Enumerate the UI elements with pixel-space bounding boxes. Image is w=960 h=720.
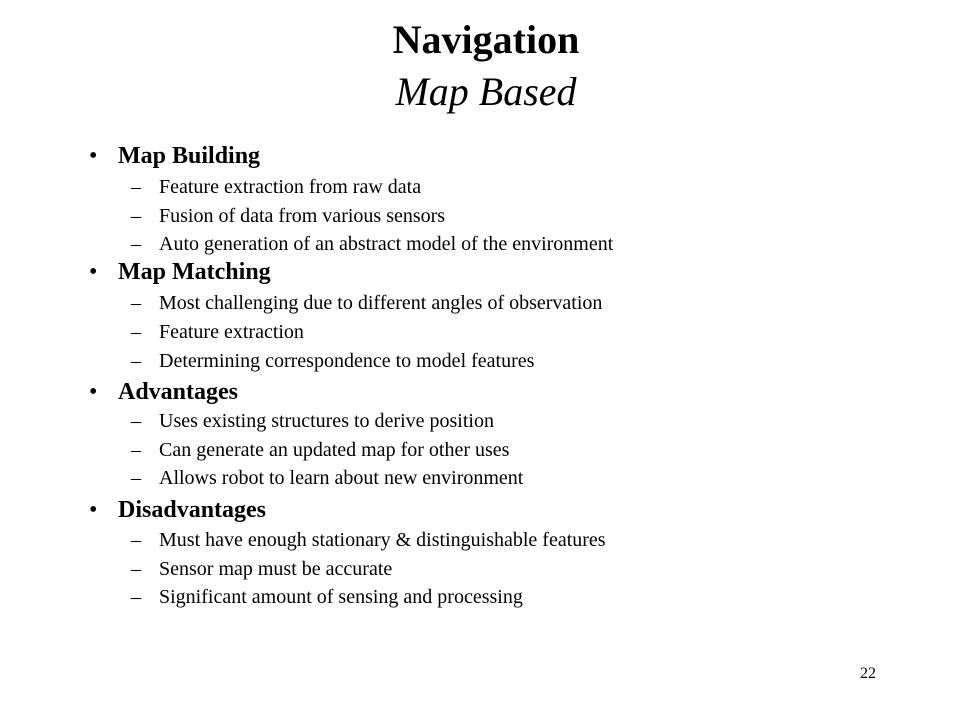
dash-icon: – [131, 176, 141, 198]
sub-item [0, 348, 960, 377]
bullet-item [0, 257, 960, 287]
page-number: 22 [860, 665, 876, 682]
sub-item-text: Feature extraction [159, 321, 304, 343]
bullet-dot-icon: • [89, 497, 98, 523]
sub-item [0, 290, 960, 319]
bullet-dot-icon: • [89, 143, 98, 169]
dash-icon: – [131, 233, 141, 255]
sub-item-text: Feature extraction from raw data [159, 176, 422, 198]
sub-item [0, 174, 960, 203]
sub-item-text: Allows robot to learn about new environment [159, 467, 524, 489]
section-heading: Map Matching [118, 259, 271, 285]
dash-icon: – [131, 350, 141, 372]
dash-icon: – [131, 558, 141, 580]
dash-icon: – [131, 321, 141, 343]
dash-icon: – [131, 439, 141, 461]
sub-item-text: Significant amount of sensing and processing [159, 586, 523, 608]
dash-icon: – [131, 529, 141, 551]
bullet-item [0, 141, 960, 171]
dash-icon: – [131, 467, 141, 489]
sub-item-text: Must have enough stationary & distinguishable features [159, 529, 606, 551]
dash-icon: – [131, 292, 141, 314]
sub-item [0, 556, 960, 585]
bullet-item [0, 495, 960, 525]
sub-item-text: Uses existing structures to derive position [159, 410, 494, 432]
section-heading: Advantages [118, 379, 239, 405]
sub-item [0, 319, 960, 348]
sub-item-text: Can generate an updated map for other uses [159, 439, 510, 461]
sub-item [0, 527, 960, 556]
sub-item [0, 203, 960, 232]
sub-item [0, 584, 960, 613]
sub-item [0, 231, 960, 260]
sub-item-text: Fusion of data from various sensors [159, 205, 446, 227]
slide-title: Navigation [392, 17, 580, 62]
sub-item-text: Sensor map must be accurate [159, 558, 393, 580]
sub-item [0, 408, 960, 437]
sub-item-text: Most challenging due to different angles of observation [159, 292, 603, 314]
sub-item-text: Auto generation of an abstract model of the environment [159, 233, 614, 255]
dash-icon: – [131, 410, 141, 432]
slide-subtitle: Map Based [395, 69, 577, 114]
section-heading: Disadvantages [118, 497, 267, 523]
dash-icon: – [131, 586, 141, 608]
sub-item-text: Determining correspondence to model features [159, 350, 535, 372]
bullet-item [0, 377, 960, 407]
bullet-dot-icon: • [89, 379, 98, 405]
sub-item [0, 437, 960, 466]
section-heading: Map Building [118, 143, 261, 169]
bullet-dot-icon: • [89, 259, 98, 285]
dash-icon: – [131, 205, 141, 227]
sub-item [0, 465, 960, 494]
